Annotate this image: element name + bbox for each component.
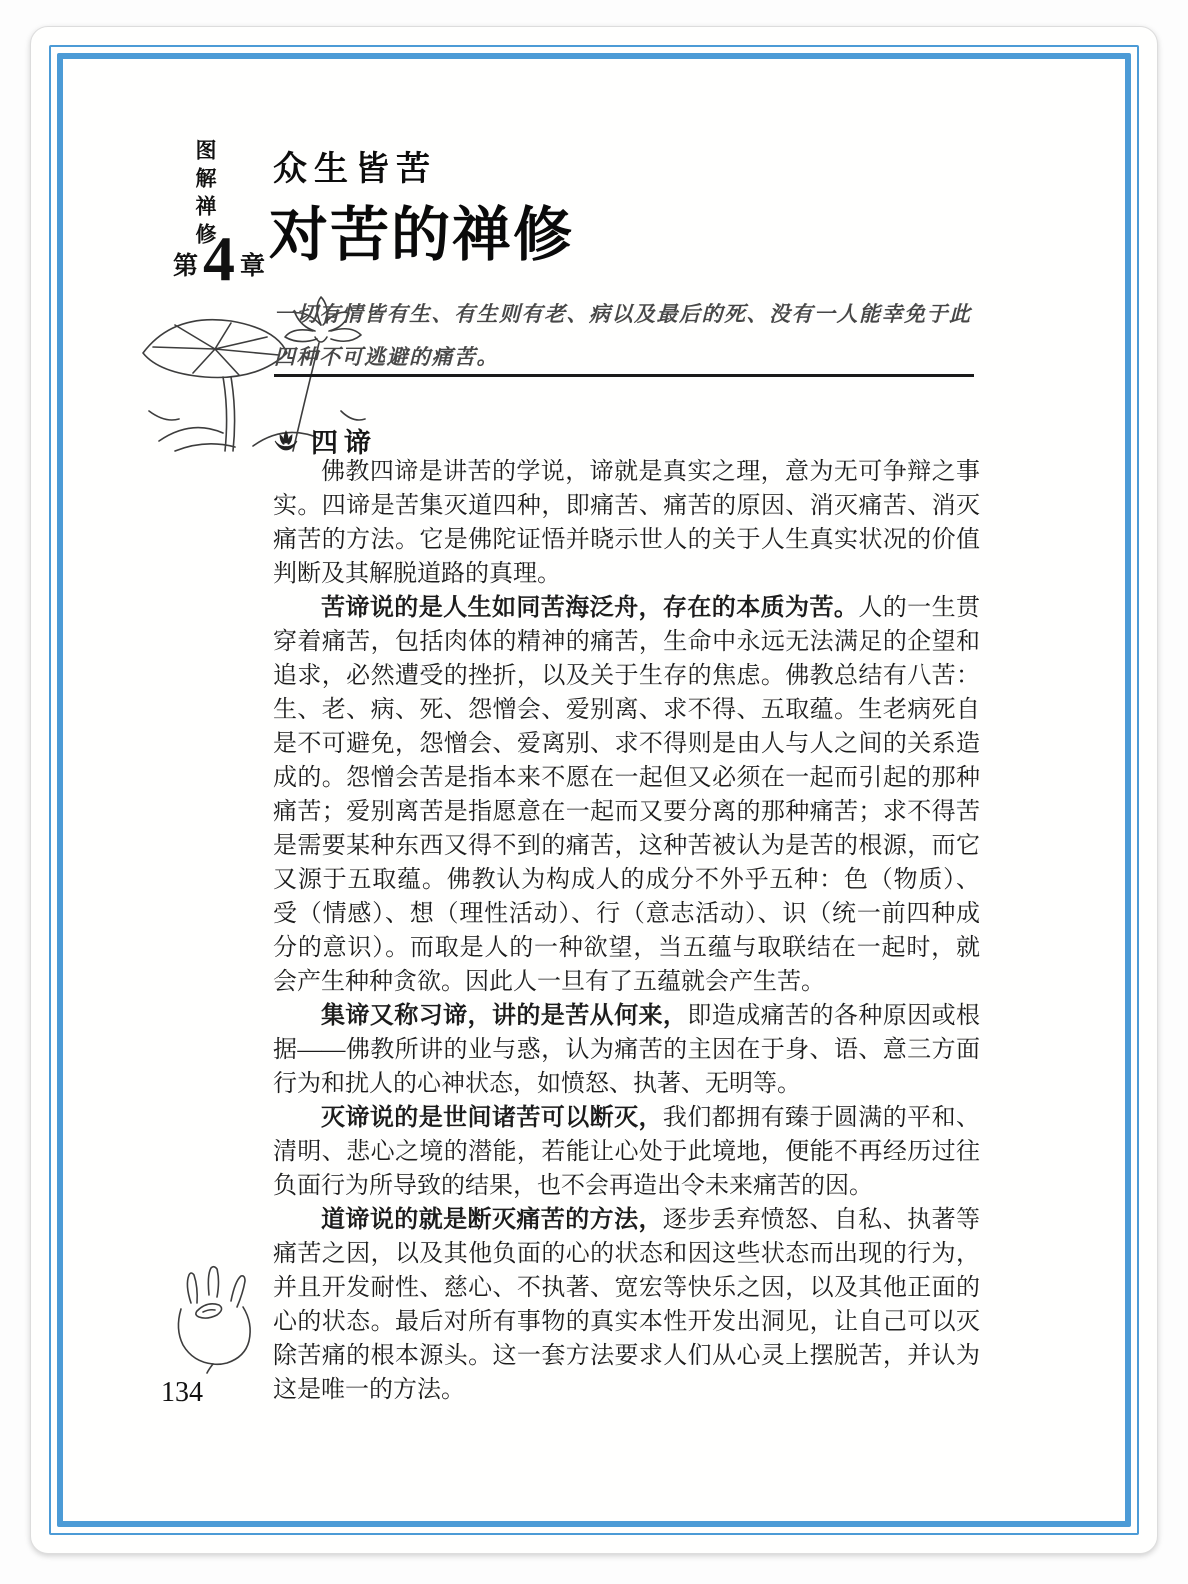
divider-rule: [274, 374, 974, 377]
chapter-prefix: 第: [172, 252, 198, 280]
chapter-number: 4: [203, 223, 235, 294]
paragraph-lead: 道谛说的就是断灭痛苦的方法，: [321, 1207, 663, 1233]
lotus-icon: [271, 429, 301, 453]
paragraph-truth-of-path: [273, 1203, 980, 1407]
paragraph-four-truths: [273, 455, 980, 591]
paragraph-text: 我们都拥有臻于圆满的平和、清明、悲心之境的潜能，若能让心处于此境地，便能不再经历过往负面行为所导致的结果，也不会再造出令未来痛苦的因。: [273, 1105, 980, 1199]
paragraph-text: 人的一生贯穿着痛苦，包括肉体的精神的痛苦，生命中永远无法满足的企望和追求，必然遭受的挫折，以及关于生存的焦虑。佛教总结有八苦：生、老、病、死、怨憎会、爱别离、求不得、五取蕴。生老病死自是不可避免，怨憎会、爱离别、求不得则是由人与人之间的关系造成的。怨憎会苦是指本来不愿在一起但又必须在一起而引起的那种痛苦；爱别离苦是指愿意在一起而又要分离的那种痛苦；求不得苦是需要某种东西又得不到的痛苦，这种苦被认为是苦的根源，而它又源于五取蕴。佛教认为构成人的成分不外乎五种：色（物质）、受（情感）、想（理性活动）、行（意志活动）、识（统一前四种成分的意识）。而取是人的一种欲望，当五蕴与取联结在一起时，就会产生种种贪欲。因此人一旦有了五蕴就会产生苦。: [273, 595, 981, 995]
page-content: [31, 27, 1157, 1553]
paragraph-truth-of-suffering: [273, 591, 980, 999]
paragraph-text: 佛教四谛是讲苦的学说，谛就是真实之理，意为无可争辩之事实。四谛是苦集灭道四种，即痛苦、痛苦的原因、消灭痛苦、消灭痛苦的方法。它是佛陀证悟并晓示世人的关于人生真实状况的价值判断及其解脱道路的真理。: [273, 459, 980, 587]
hand-mudra-icon: [157, 1263, 275, 1375]
chapter-label: [149, 223, 289, 294]
paragraph-lead: 集谛又称习谛，讲的是苦从何来，: [321, 1003, 688, 1029]
paragraph-text: 即造成痛苦的各种原因或根据——佛教所讲的业与惑，认为痛苦的主因在于身、语、意三方面行为和扰人的心神状态，如愤怒、执著、无明等。: [273, 1003, 981, 1097]
body-text: [273, 455, 980, 1407]
section-heading-text: 四谛: [311, 428, 377, 458]
chapter-overtitle: 众生皆苦: [273, 150, 437, 188]
paragraph-lead: 灭谛说的是世间诸苦可以断灭，: [321, 1105, 663, 1131]
page-number: 134: [161, 1377, 203, 1408]
chapter-title: 对苦的禅修: [269, 202, 575, 268]
book-page-card: [30, 26, 1158, 1554]
chapter-intro: 一切有情皆有生、有生则有老、病以及最后的死、没有一人能幸免于此四种不可逃避的痛苦。: [274, 302, 972, 369]
chapter-suffix: 章: [240, 252, 266, 280]
paragraph-lead: 苦谛说的是人生如同苦海泛舟，存在的本质为苦。: [321, 595, 859, 621]
paragraph-text: 逐步丢弃愤怒、自私、执著等痛苦之因，以及其他负面的心的状态和因这些状态而出现的行为，并且开发耐性、慈心、不执著、宽宏等快乐之因，以及其他正面的心的状态。最后对所有事物的真实本性开发出洞见，让自己可以灭除苦痛的根本源头。这一套方法要求人们从心灵上摆脱苦，并认为这是唯一的方法。: [273, 1207, 980, 1403]
paragraph-truth-of-cessation: [273, 1101, 980, 1203]
paragraph-truth-of-origin: [273, 999, 980, 1101]
series-title-vertical: 图解禅修: [193, 139, 216, 251]
